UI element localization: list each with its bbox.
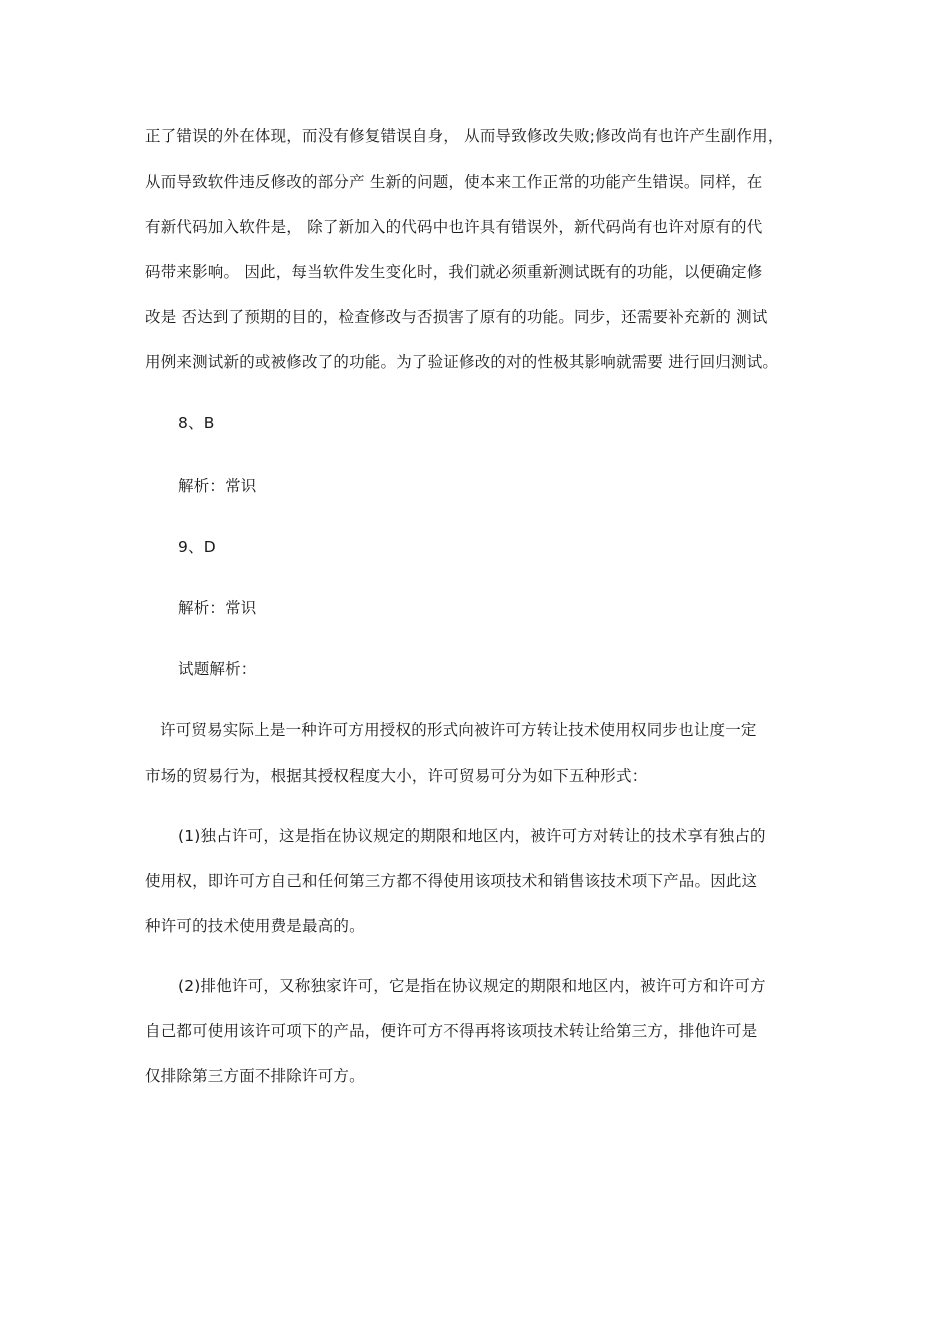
paragraph-1-line-2: 从而导致软件违反修改的部分产 生新的问题，使本来工作正常的功能产生错误。同样，在 xyxy=(145,173,763,191)
answer-8: 8、B xyxy=(178,414,215,432)
paragraph-3-line-2: 使用权，即许可方自己和任何第三方都不得使用该项技术和销售该技术项下产品。因此这 xyxy=(145,872,758,890)
paragraph-2-line-1: 许可贸易实际上是一种许可方用授权的形式向被许可方转让技术使用权同步也让度一定 xyxy=(160,721,757,739)
analysis-9: 解析：常识 xyxy=(178,599,257,617)
paragraph-1-line-1: 正了错误的外在体现，而没有修复错误自身， 从而导致修改失败;修改尚有也许产生副作用， xyxy=(145,127,784,145)
question-analysis-heading: 试题解析： xyxy=(178,660,257,678)
paragraph-4-line-3: 仅排除第三方面不排除许可方。 xyxy=(145,1067,365,1085)
paragraph-1-line-4: 码带来影响。 因此，每当软件发生变化时，我们就必须重新测试既有的功能，以便确定修 xyxy=(145,263,763,281)
paragraph-4-line-1: (2)排他许可，又称独家许可，它是指在协议规定的期限和地区内，被许可方和许可方 xyxy=(178,977,766,995)
paragraph-2-line-2: 市场的贸易行为，根据其授权程度大小，许可贸易可分为如下五种形式： xyxy=(145,767,648,785)
paragraph-1-line-5: 改是 否达到了预期的目的，检查修改与否损害了原有的功能。同步，还需要补充新的 测试 xyxy=(145,308,768,326)
analysis-8: 解析：常识 xyxy=(178,477,257,495)
paragraph-1-line-6: 用例来测试新的或被修改了的功能。为了验证修改的对的性极其影响就需要 进行回归测试。 xyxy=(145,353,779,371)
paragraph-3-line-1: (1)独占许可，这是指在协议规定的期限和地区内，被许可方对转让的技术享有独占的 xyxy=(178,827,766,845)
paragraph-3-line-3: 种许可的技术使用费是最高的。 xyxy=(145,917,365,935)
answer-9: 9、D xyxy=(178,538,216,556)
paragraph-1-line-3: 有新代码加入软件是， 除了新加入的代码中也许具有错误外，新代码尚有也许对原有的代 xyxy=(145,218,763,236)
paragraph-4-line-2: 自己都可使用该许可项下的产品，便许可方不得再将该项技术转让给第三方，排他许可是 xyxy=(145,1022,758,1040)
